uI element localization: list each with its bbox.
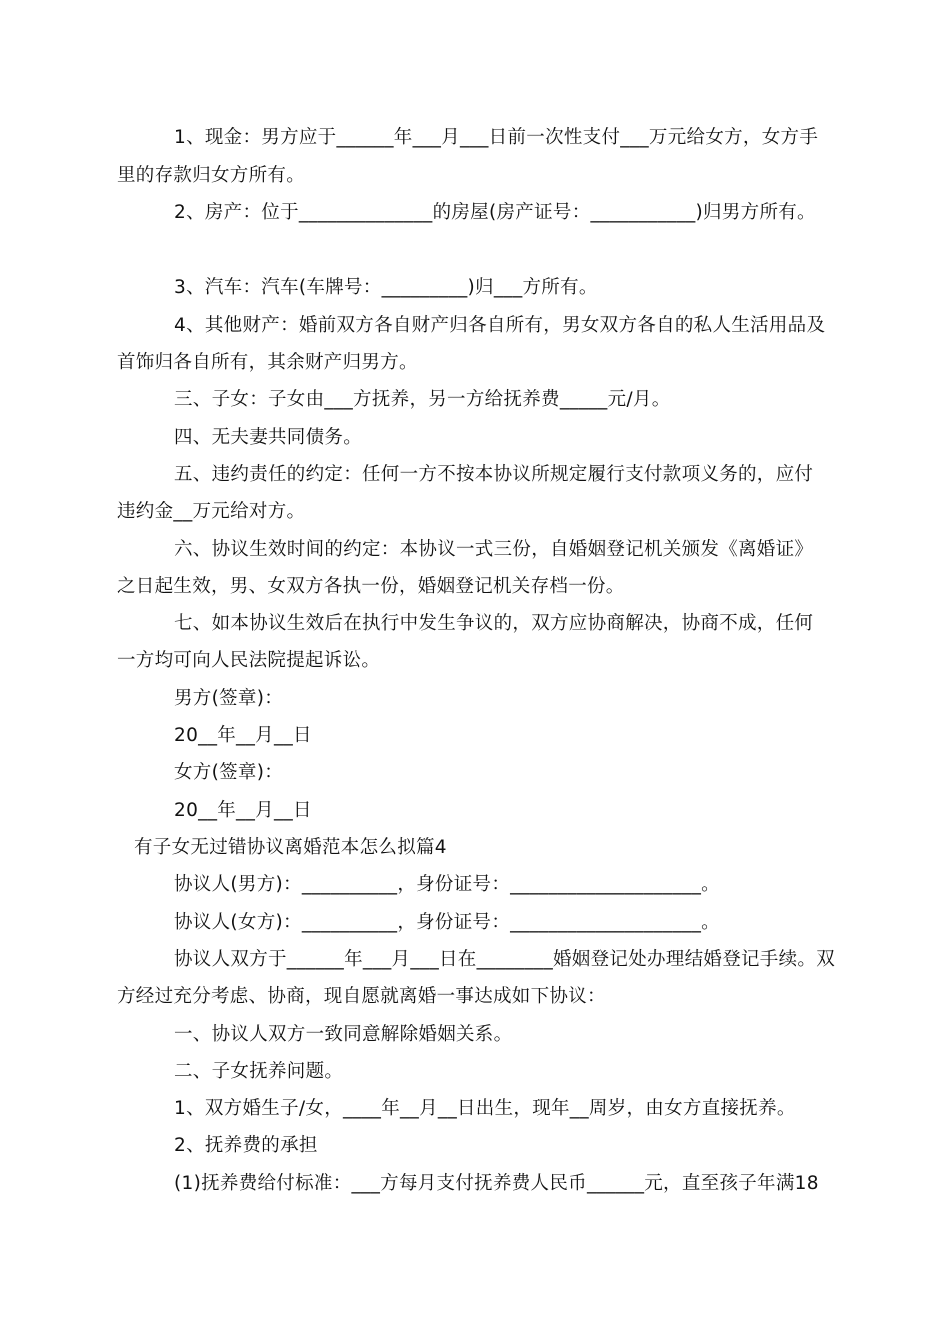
paragraph-debts: 四、无夫妻共同债务。 <box>174 427 363 448</box>
paragraph-other-property-line2: 首饰归各自所有，其余财产归男方。 <box>117 352 418 373</box>
paragraph-cash-line1: 1、现金：男方应于______年___月___日前一次性支付___万元给女方，女方手 <box>174 127 819 148</box>
clause-custody-1: 1、双方婚生子/女，____年__月__日出生，现年__周岁，由女方直接抚养。 <box>174 1098 796 1119</box>
clause-custody-2: 2、抚养费的承担 <box>174 1135 318 1156</box>
signature-male: 男方(签章)： <box>174 688 284 709</box>
paragraph-car: 3、汽车：汽车(车牌号：_________)归___方所有。 <box>174 277 598 298</box>
paragraph-marriage-line1: 协议人双方于______年___月___日在________婚姻登记处办理结婚登记手续。双 <box>174 949 836 970</box>
clause-support-standard: (1)抚养费给付标准：___方每月支付抚养费人民币______元，直至孩子年满18 <box>174 1173 819 1194</box>
paragraph-dispute-line1: 七、如本协议生效后在执行中发生争议的，双方应协商解决，协商不成，任何 <box>174 613 814 634</box>
paragraph-dispute-line2: 一方均可向人民法院提起诉讼。 <box>117 650 381 671</box>
paragraph-other-property-line1: 4、其他财产：婚前双方各自财产归各自所有，男女双方各自的私人生活用品及 <box>174 315 826 336</box>
paragraph-cash-line2: 里的存款归女方所有。 <box>117 165 306 186</box>
paragraph-breach-line2: 违约金__万元给对方。 <box>117 501 306 522</box>
clause-custody-heading: 二、子女抚养问题。 <box>174 1061 344 1082</box>
party-female: 协议人(女方)：__________，身份证号：____________________。 <box>174 912 720 933</box>
paragraph-breach-line1: 五、违约责任的约定：任何一方不按本协议所规定履行支付款项义务的，应付 <box>174 464 814 485</box>
paragraph-marriage-line2: 方经过充分考虑、协商，现自愿就离婚一事达成如下协议： <box>117 986 606 1007</box>
party-male: 协议人(男方)：__________，身份证号：____________________。 <box>174 874 720 895</box>
signature-female: 女方(签章)： <box>174 762 284 783</box>
date-female: 20__年__月__日 <box>174 800 312 821</box>
paragraph-children: 三、子女：子女由___方抚养，另一方给抚养费_____元/月。 <box>174 389 671 410</box>
paragraph-effective-line1: 六、协议生效时间的约定：本协议一式三份，自婚姻登记机关颁发《离婚证》 <box>174 539 814 560</box>
date-male: 20__年__月__日 <box>174 725 312 746</box>
clause-dissolve: 一、协议人双方一致同意解除婚姻关系。 <box>174 1024 513 1045</box>
paragraph-effective-line2: 之日起生效，男、女双方各执一份，婚姻登记机关存档一份。 <box>117 576 625 597</box>
paragraph-property: 2、房产：位于______________的房屋(房产证号：___________)归男方所有。 <box>174 202 816 223</box>
section-title: 有子女无过错协议离婚范本怎么拟篇4 <box>134 837 447 858</box>
